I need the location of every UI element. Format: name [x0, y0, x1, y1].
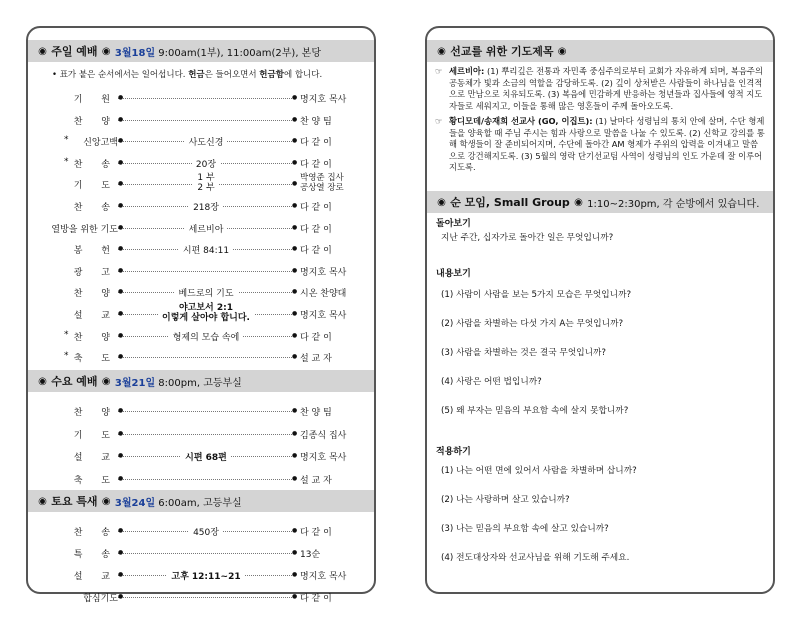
saturday-order-list [28, 512, 374, 612]
order-leader: 다 같 이 [300, 528, 332, 538]
order-detail: 218장 [124, 200, 288, 213]
pointing-hand-icon: ☞ [435, 66, 443, 76]
order-leader: 다 같 이 [300, 159, 332, 170]
dot-bullet-icon: ● [118, 115, 124, 123]
order-label: 특 송 [73, 550, 118, 560]
order-detail: 고후 12:11~21 [124, 569, 288, 582]
leader-dots [118, 434, 294, 435]
sunday-service-header [28, 40, 374, 62]
pointing-hand-icon: ☞ [435, 116, 443, 126]
dot-bullet-icon: ● [118, 223, 124, 231]
question-item: (3) 사람을 차별하는 것은 결국 무엇입니까? [441, 348, 606, 358]
dot-bullet-icon: ● [118, 593, 124, 600]
dot-bullet-icon: ● [292, 527, 298, 534]
dot-bullet-icon: ● [292, 288, 298, 296]
order-label: 찬 송 [73, 528, 118, 538]
dot-bullet-icon: ● [292, 593, 298, 600]
order-label: 찬 송 [73, 203, 118, 213]
dot-bullet-icon: ● [118, 288, 124, 296]
order-leader: 다 같 이 [300, 332, 332, 343]
dot-bullet-icon: ● [292, 223, 298, 231]
order-leader: 다 같 이 [300, 138, 332, 149]
question-item: (3) 나는 믿음의 부요함 속에 살고 있습니까? [441, 524, 609, 534]
order-leader: 명지호 목사 [300, 95, 347, 105]
dot-bullet-icon: ● [292, 115, 298, 123]
order-label: 봉 헌 [73, 246, 118, 257]
dot-bullet-icon: ● [292, 245, 298, 253]
leader-dots [118, 411, 294, 412]
order-leader: 다 같 이 [300, 246, 332, 257]
order-detail: 1 부 2 부 [124, 173, 288, 193]
dot-bullet-icon: ● [118, 310, 124, 317]
question-item: (5) 왜 부자는 믿음의 부요함 속에 살지 못합니까? [441, 406, 629, 416]
dot-bullet-icon: ● [118, 158, 124, 166]
order-leader: 설 교 자 [300, 354, 332, 365]
order-row [28, 111, 374, 131]
order-label: 축 도 [73, 354, 118, 365]
dot-bullet-icon: ● [292, 407, 298, 414]
dot-bullet-icon: ● [118, 549, 124, 556]
dot-bullet-icon: ● [118, 180, 124, 188]
order-leader: 박영준 집사 공상열 장로 [300, 173, 344, 194]
question-item: (2) 나는 사랑하며 살고 있습니까? [441, 495, 570, 505]
sunday-service-title: 주일 예배 [51, 45, 98, 58]
dot-bullet-icon: ● [118, 429, 124, 437]
order-label: 설 교 [73, 453, 118, 463]
order-leader: 명지호 목사 [300, 311, 347, 321]
prayer-item-serbia: ☞ 세르비아: (1) 뿌리깊은 전통과 자민족 중심주의로부터 교회가 자유하게 되며, 복음주의 공동체가 빛과 소금의 역할을 감당하도록. (2) 깊이 상처받은 사람들이 하나님을 인격적으로 만남으로 치유되도록. (3) 복음에 민감하게 반응하는 청년들과 집사들에 영적 지도자들로 세워지고, 이들을 통해 많은 영혼들이 주께 돌아오도록. [435, 66, 763, 111]
sunday-order-list [28, 84, 374, 370]
standing-star-icon: * [64, 329, 69, 340]
order-label: 찬 양 [73, 289, 118, 300]
order-label: 찬 양 [73, 116, 118, 127]
order-row [28, 219, 374, 239]
saturday-service-details: 6:00am, 고등부실 [158, 497, 242, 509]
small-group-details: 1:10~2:30pm, 각 순방에서 있습니다. [587, 198, 760, 210]
question-item: (1) 나는 어떤 면에 있어서 사람을 차별하며 삽니까? [441, 466, 637, 476]
dot-bullet-icon: ● [118, 452, 124, 459]
worship-order-panel [26, 26, 376, 604]
prayer-item-missionary: ☞ 황디모데/송재희 선교사 (GO, 이집트): (1) 날마다 성령님의 통치 안에 살며, 수단 형제들을 양육할 때 주님 주시는 힘과 사랑으로 말씀을 나눌 수 있도록. (2) 신학교 강의를 통해 학생들이 잘 준비되어지며, 수단에 돌아간 AM 형제가 주위의 압력을 이겨내고 말씀으로 강건해지도록. (3) 5월의 영락 단기선교팀 사역이 성령님의 인도 가운데 잘 이루어지도록. [435, 116, 765, 172]
order-row [28, 240, 374, 260]
order-label: 찬 송 [73, 159, 118, 170]
section-bullet-icon: ◉ [101, 495, 111, 507]
order-row [28, 327, 374, 347]
order-label: 찬 양 [73, 332, 118, 343]
dot-bullet-icon: ● [118, 474, 124, 482]
dot-bullet-icon: ● [292, 310, 298, 317]
order-row [28, 566, 374, 586]
section-bullet-icon: ◉ [101, 45, 111, 57]
dot-bullet-icon: ● [292, 331, 298, 339]
order-label: 광 고 [73, 267, 118, 278]
order-leader: 다 같 이 [300, 224, 332, 235]
dot-bullet-icon: ● [292, 180, 298, 188]
order-label: 찬 양 [73, 408, 118, 418]
order-detail: 시편 84:11 [124, 243, 288, 256]
dot-bullet-icon: ● [292, 353, 298, 361]
order-leader: 명지호 목사 [300, 453, 347, 463]
dot-bullet-icon: ● [118, 353, 124, 361]
order-row [28, 154, 374, 174]
section-bullet-icon: ◉ [437, 196, 446, 208]
standing-star-icon: * [64, 135, 69, 146]
order-label: 합심기도 [83, 594, 118, 604]
order-leader: 찬 양 팀 [300, 408, 332, 418]
leader-dots [118, 98, 294, 99]
standing-star-icon: * [64, 351, 69, 362]
sunday-service-date: 3월18일 [114, 47, 156, 59]
order-detail: 450장 [124, 525, 288, 538]
order-label: 열방을 위한 기도 [51, 224, 118, 235]
question-item: (2) 사람을 차별하는 다섯 가지 A는 무엇입니까? [441, 319, 624, 329]
order-detail: 야고보서 2:1 이렇게 살아야 합니다. [124, 303, 288, 323]
dot-bullet-icon: ● [292, 158, 298, 166]
small-group-title: 순 모임, Small Group [450, 196, 570, 209]
dot-bullet-icon: ● [118, 202, 124, 209]
dot-bullet-icon: ● [118, 137, 124, 145]
saturday-service-title: 토요 특새 [51, 495, 98, 508]
order-label: 설 교 [73, 311, 118, 321]
dot-bullet-icon: ● [118, 331, 124, 339]
section-bullet-icon: ◉ [38, 495, 47, 507]
order-leader: 김종식 집사 [300, 430, 347, 441]
leader-dots [118, 479, 294, 480]
dot-bullet-icon: ● [292, 474, 298, 482]
dot-bullet-icon: ● [292, 571, 298, 578]
section-bullet-icon: ◉ [101, 375, 111, 387]
dot-bullet-icon: ● [292, 202, 298, 209]
order-row [28, 447, 374, 467]
dot-bullet-icon: ● [118, 527, 124, 534]
order-leader: 시온 찬양대 [300, 289, 347, 300]
dot-bullet-icon: ● [118, 94, 124, 101]
small-group-content [427, 216, 773, 586]
order-row [28, 132, 374, 152]
wednesday-service-date: 3월21일 [114, 377, 156, 389]
small-group-header [427, 191, 773, 213]
content-heading: 내용보기 [436, 269, 471, 279]
order-row [28, 305, 374, 325]
review-heading: 돌아보기 [436, 219, 471, 229]
order-row [28, 425, 374, 445]
dot-bullet-icon: ● [292, 94, 298, 101]
order-detail: 시편 68편 [124, 450, 288, 463]
order-row [28, 588, 374, 608]
sunday-service-note: • 표가 붙은 순서에서는 일어섭니다. 헌금은 들어오면서 헌금함에 합니다. [52, 70, 323, 80]
order-detail: 세르비아 [124, 222, 288, 235]
order-leader: 다 같 이 [300, 203, 332, 213]
leader-dots [118, 553, 294, 554]
dot-bullet-icon: ● [292, 452, 298, 459]
wednesday-service-title: 수요 예배 [51, 375, 98, 388]
order-label: 설 교 [73, 572, 118, 582]
standing-star-icon: * [64, 156, 69, 167]
dot-bullet-icon: ● [292, 429, 298, 437]
wednesday-order-list [28, 392, 374, 490]
prayer-header [427, 40, 773, 62]
order-label: 기 원 [73, 95, 118, 105]
order-row [28, 470, 374, 490]
prayer-title: 선교를 위한 기도제목 [450, 45, 554, 58]
dot-bullet-icon: ● [292, 266, 298, 274]
order-row [28, 402, 374, 422]
question-item: (1) 사람이 사람을 보는 5가지 모습은 무엇입니까? [441, 290, 632, 300]
order-row [28, 89, 374, 109]
order-row [28, 522, 374, 542]
section-bullet-icon: ◉ [38, 45, 47, 57]
dot-bullet-icon: ● [292, 137, 298, 145]
leader-dots [118, 357, 294, 358]
section-bullet-icon: ◉ [437, 45, 446, 57]
saturday-service-date: 3월24일 [114, 497, 156, 509]
section-bullet-icon: ◉ [557, 45, 567, 57]
order-leader: 명지호 목사 [300, 267, 347, 278]
wednesday-service-header [28, 370, 374, 392]
order-row [28, 348, 374, 368]
leader-dots [118, 597, 294, 598]
section-bullet-icon: ◉ [574, 196, 583, 208]
order-label: 기 도 [73, 430, 118, 441]
leader-dots [118, 271, 294, 272]
review-question: 지난 주간, 십자가로 돌아간 일은 무엇입니까? [441, 233, 614, 243]
dot-bullet-icon: ● [118, 245, 124, 253]
order-detail: 베드로의 기도 [124, 286, 288, 299]
dot-bullet-icon: ● [118, 266, 124, 274]
order-row [28, 544, 374, 564]
sunday-service-details: 9:00am(1부), 11:00am(2부), 본당 [158, 47, 321, 59]
section-bullet-icon: ◉ [38, 375, 47, 387]
saturday-service-header [28, 490, 374, 512]
order-leader: 찬 양 팀 [300, 116, 332, 127]
question-item: (4) 사랑은 어떤 법입니까? [441, 377, 542, 387]
order-row [28, 197, 374, 217]
order-leader: 13순 [300, 550, 321, 560]
dot-bullet-icon: ● [118, 407, 124, 414]
order-detail: 사도신경 [124, 135, 288, 148]
order-label: 신앙고백 [83, 138, 118, 149]
order-row [28, 175, 374, 195]
order-label: 기 도 [73, 181, 118, 192]
wednesday-service-details: 8:00pm, 고등부실 [158, 377, 242, 389]
order-leader: 명지호 목사 [300, 572, 347, 582]
order-label: 축 도 [73, 475, 118, 486]
order-row [28, 262, 374, 282]
order-leader: 설 교 자 [300, 475, 332, 486]
prayer-and-group-panel [425, 26, 775, 594]
leader-dots [118, 120, 294, 121]
order-row [28, 283, 374, 303]
order-detail: 형제의 모습 속에 [124, 330, 288, 343]
question-item: (4) 전도대상자와 선교사님을 위해 기도해 주세요. [441, 553, 630, 563]
dot-bullet-icon: ● [292, 549, 298, 556]
dot-bullet-icon: ● [118, 571, 124, 578]
order-detail: 20장 [124, 157, 288, 170]
order-leader: 다 같 이 [300, 594, 332, 604]
apply-heading: 적용하기 [436, 447, 471, 457]
